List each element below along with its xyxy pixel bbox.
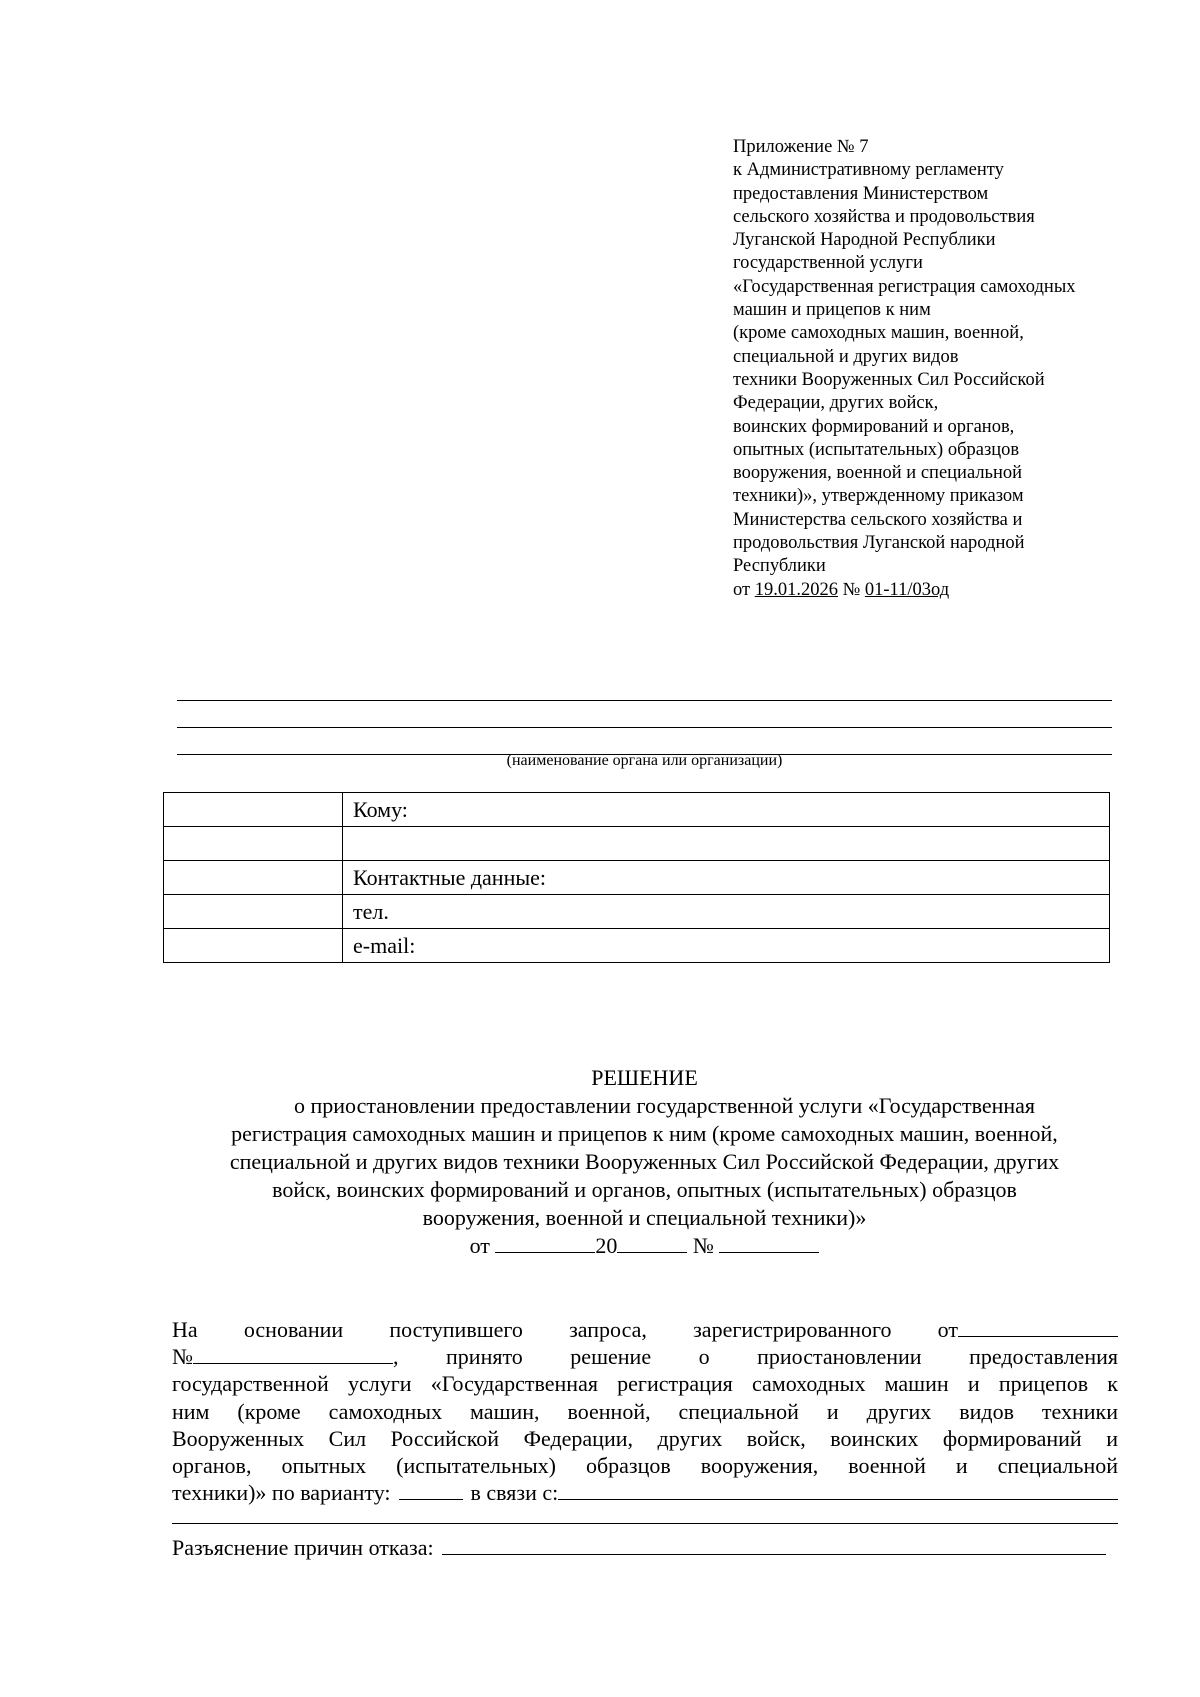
appendix-line: Министерства сельского хозяйства и bbox=[733, 509, 1023, 530]
decision-date-prefix: от bbox=[469, 1233, 490, 1258]
contact-row bbox=[164, 827, 1110, 861]
decision-year-blank[interactable] bbox=[617, 1232, 687, 1253]
decision-title-block bbox=[177, 1064, 1112, 1260]
decision-subject-line: вооружения, военной и специальной техники)» bbox=[422, 1205, 867, 1230]
org-caption: (наименование органа или организации) bbox=[506, 752, 783, 769]
contact-row-blank-cell bbox=[164, 793, 343, 827]
decision-subject-line: регистрация самоходных машин и прицепов к ним (кроме самоходных машин, военной, bbox=[231, 1121, 1058, 1146]
decision-number-blank[interactable] bbox=[719, 1232, 819, 1253]
contact-row-blank-cell bbox=[164, 827, 343, 861]
appendix-line: техники)», утвержденному приказом bbox=[733, 486, 1024, 507]
appendix-line: предоставления Министерством bbox=[733, 183, 989, 204]
body-line-5: Вооруженных Сил Российской Федерации, других войск, воинских формирований и bbox=[172, 1425, 1118, 1451]
contact-table bbox=[163, 792, 1110, 963]
body-line-3: государственной услуги «Государственная регистрация самоходных машин и прицепов к bbox=[172, 1371, 1118, 1397]
appendix-line: Федерации, других войск, bbox=[733, 393, 939, 414]
decision-heading: РЕШЕНИЕ bbox=[591, 1065, 698, 1090]
appendix-line: специальной и других видов bbox=[733, 346, 959, 367]
reason-continuation-line[interactable] bbox=[172, 1523, 1118, 1534]
explanation-blank[interactable] bbox=[442, 1534, 1106, 1555]
request-date-blank[interactable] bbox=[958, 1316, 1118, 1337]
order-number: 01-11/03од bbox=[864, 579, 950, 600]
body-line-2-text: , принято решение о приостановлении предоставления bbox=[393, 1344, 1118, 1370]
appendix-line: сельского хозяйства и продовольствия bbox=[733, 206, 1035, 227]
contact-row-blank-cell bbox=[164, 929, 343, 963]
appendix-line: продовольствия Луганской народной bbox=[733, 533, 1025, 554]
appendix-line: «Государственная регистрация самоходных bbox=[733, 276, 1076, 297]
appendix-block bbox=[733, 136, 1153, 602]
body-line bbox=[172, 1316, 1118, 1343]
appendix-line: машин и прицепов к ним bbox=[733, 300, 931, 321]
appendix-line: (кроме самоходных машин, военной, bbox=[733, 323, 1024, 344]
contact-row bbox=[164, 793, 1110, 827]
contact-row-blank-cell bbox=[164, 895, 343, 929]
body-line bbox=[172, 1343, 1118, 1370]
request-number-blank[interactable] bbox=[193, 1343, 393, 1364]
org-name-line-2 bbox=[177, 727, 1112, 728]
body-line-7-start: техники)» по варианту: bbox=[172, 1480, 391, 1506]
contact-row bbox=[164, 929, 1110, 963]
contact-to-label: Кому: bbox=[343, 793, 1110, 827]
contact-email-label: e-mail: bbox=[343, 929, 1110, 963]
appendix-line: Луганской Народной Республики bbox=[733, 230, 996, 251]
decision-date-blank[interactable] bbox=[495, 1232, 595, 1253]
order-date: 19.01.2026 bbox=[754, 579, 838, 600]
decision-no-sign: № bbox=[692, 1233, 714, 1258]
appendix-line: Приложение № 7 bbox=[733, 137, 869, 157]
appendix-line: воинских формирований и органов, bbox=[733, 416, 1015, 437]
appendix-line: опытных (испытательных) образцов bbox=[733, 439, 1020, 460]
body-line-4: ним (кроме самоходных машин, военной, специальной и других видов техники bbox=[172, 1398, 1118, 1424]
body-line-6: органов, опытных (испытательных) образцов вооружения, военной и специальной bbox=[172, 1453, 1118, 1479]
decision-subject-line: о приостановлении предоставлении государственной услуги «Государственная bbox=[293, 1093, 1036, 1118]
contact-row bbox=[164, 861, 1110, 895]
appendix-line: Республики bbox=[733, 556, 826, 577]
appendix-line: техники Вооруженных Сил Российской bbox=[733, 369, 1045, 390]
decision-date-line bbox=[177, 1232, 1112, 1260]
decision-subject-line: специальной и других видов техники Вооруженных Сил Российской Федерации, других bbox=[229, 1149, 1060, 1174]
decision-body bbox=[172, 1316, 1118, 1562]
appendix-line: государственной услуги bbox=[733, 253, 923, 274]
variant-blank[interactable] bbox=[399, 1479, 463, 1500]
decision-year-prefix: 20 bbox=[595, 1233, 618, 1258]
contact-to-value bbox=[343, 827, 1110, 861]
body-line-7-mid: в связи с: bbox=[470, 1480, 559, 1506]
contact-details-label: Контактные данные: bbox=[343, 861, 1110, 895]
contact-row bbox=[164, 895, 1110, 929]
order-no-sign: № bbox=[842, 579, 861, 600]
order-prefix: от bbox=[733, 579, 751, 600]
contact-row-blank-cell bbox=[164, 861, 343, 895]
request-no-sign: № bbox=[172, 1344, 193, 1370]
contact-phone-label: тел. bbox=[343, 895, 1110, 929]
explanation-label: Разъяснение причин отказа: bbox=[172, 1535, 434, 1561]
appendix-line: к Административному регламенту bbox=[733, 160, 1004, 181]
body-line bbox=[172, 1534, 1118, 1561]
appendix-line: вооружения, военной и специальной bbox=[733, 463, 1023, 484]
decision-subject-line: войск, воинских формирований и органов, опытных (испытательных) образцов bbox=[272, 1177, 1017, 1202]
appendix-order-line bbox=[733, 579, 1153, 602]
body-line-1-text: На основании поступившего запроса, зарегистрированного от bbox=[172, 1317, 958, 1342]
body-line bbox=[172, 1479, 1118, 1506]
reason-blank[interactable] bbox=[558, 1479, 1118, 1500]
org-name-line-1 bbox=[177, 700, 1112, 701]
